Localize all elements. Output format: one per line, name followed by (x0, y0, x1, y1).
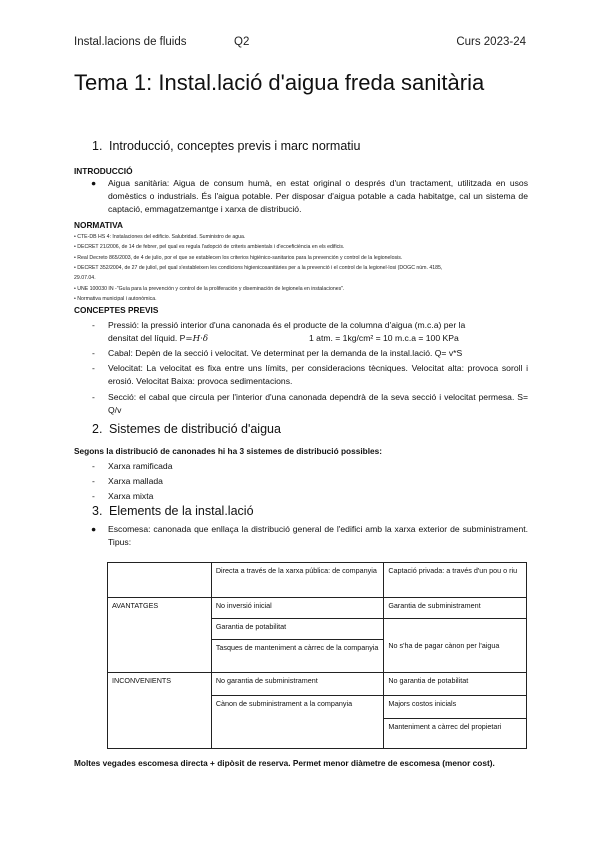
dash-icon: - (92, 392, 95, 402)
section-3-number: 3. (92, 504, 103, 518)
section-2-intro: Segons la distribució de canonades hi ha 3 sistemes de distribució possibles: (74, 446, 382, 456)
dash-icon: - (92, 476, 95, 486)
distribution-item: Xarxa mallada (108, 476, 163, 486)
escomesa-text: Escomesa: canonada que enllaça la distribució general de l'edifici amb la xarxa exterior de subministrament. Tipus: (108, 524, 528, 547)
norm-item: • UNE 100030 IN -"Guía para la prevención y control de la proliferación y diseminación de legionela en instalaciones". (74, 285, 345, 292)
concept-seccio: Secció: el cabal que circula per l'interior d'una canonada dependrà de la seva secció i velocitat permesa. S= Q/v (108, 392, 528, 415)
norm-item: • Real Decreto 865/2003, de 4 de julio, por el que se establecen los criterios higiénico-sanitarios para la prevención y control de la legionelosis. (74, 254, 403, 261)
concept-pressio (108, 319, 528, 345)
norm-item: • Normativa municipal i autonòmica. (74, 295, 157, 302)
section-2-number: 2. (92, 422, 103, 436)
concept-pressio-line2: densitat del líquid. P (108, 333, 186, 343)
pressure-formula: =H·δ (185, 334, 209, 344)
section-1-title: Introducció, conceptes previs i marc normatiu (109, 139, 361, 153)
table-cell: Tasques de manteniment a càrrec de la companyia (211, 640, 384, 673)
table-cell: No garantia de potabilitat (384, 673, 527, 696)
table-row (108, 673, 527, 696)
header-year: Curs 2023-24 (456, 36, 526, 48)
conceptes-heading: CONCEPTES PREVIS (74, 305, 159, 315)
table-cell: No s'ha de pagar cànon per l'aigua (384, 619, 527, 673)
intro-heading: INTRODUCCIÓ (74, 166, 133, 176)
table-row (108, 598, 527, 619)
table-header-directa: Directa a través de la xarxa pública: de companyia (211, 563, 384, 598)
dash-icon: - (92, 348, 95, 358)
normativa-heading: NORMATIVA (74, 220, 124, 230)
footer-note: Moltes vegades escomesa directa + dipòsit de reserva. Permet menor diàmetre de escomesa (menor cost). (74, 758, 495, 768)
norm-item: 29.07.04. (74, 275, 96, 282)
norm-item: • CTE-DB HS 4: Instalaciones del edificio. Salubridad. Suministro de agua. (74, 234, 246, 240)
distribution-item: Xarxa mixta (108, 491, 154, 501)
header-course: Instal.lacions de fluids (74, 36, 187, 48)
concept-velocitat: Velocitat: La velocitat es fixa entre uns límits, per consideracions tècniques. Velocitat alta: provoca soroll i erosió. Velocitat Baixa: provoca sedimentacions. (108, 363, 528, 386)
section-3-title: Elements de la instal.lació (109, 504, 254, 518)
table-header-privada: Captació privada: a través d'un pou o riu (384, 563, 527, 598)
table-cell: Cànon de subministrament a la companyia (211, 696, 384, 749)
bullet-icon: ● (91, 524, 97, 534)
dash-icon: - (92, 363, 95, 373)
section-3-heading (92, 504, 254, 518)
norm-item: • DECRET 352/2004, de 27 de juliol, pel qual s'estableixen les condicions higienicosanitàries per a la prevenció i el control de la legionel·losi (DOGC núm. 4185, (74, 264, 443, 271)
page-header (74, 36, 526, 50)
section-2-title: Sistemes de distribució d'aigua (109, 422, 281, 436)
table-cell: No inversió inicial (211, 598, 384, 619)
table-row-label-inconvenients: INCONVENIENTS (108, 673, 212, 749)
unit-conversion: 1 atm. = 1kg/cm² = 10 m.c.a = 100 KPa (309, 333, 459, 343)
distribution-item: Xarxa ramificada (108, 461, 173, 471)
dash-icon: - (92, 320, 95, 330)
table-cell: No garantia de subministrament (211, 673, 384, 696)
table-cell-empty (108, 563, 212, 598)
table-cell: Manteniment a càrrec del propietari (384, 719, 527, 749)
table-row-label-avantatges: AVANTATGES (108, 598, 212, 673)
norm-item: • DECRET 21/2006, de 14 de febrer, pel qual es regula l'adopció de criteris ambientals i d'ecoeficiència en els edificis. (74, 244, 345, 251)
section-1-heading (92, 139, 361, 153)
intro-bullet-text: Aigua sanitària: Aigua de consum humà, en estat original o després d'un tractament, utilitzada en usos domèstics o industrials. És l'aigua potable. Per disposar d'aigua potable a cada habitatge, cal un sistema de captació, emmagatzemantge i xarxa de distribució. (108, 178, 528, 214)
table-row (108, 563, 527, 598)
concept-pressio-line1: Pressió: la pressió interior d'una canonada és el producte de la columna d'aigua (m.c.a) per la (108, 320, 466, 330)
bullet-icon: ● (91, 178, 97, 188)
escomesa-table (107, 562, 527, 749)
dash-icon: - (92, 491, 95, 501)
table-cell: Majors costos inicials (384, 696, 527, 719)
concept-cabal: Cabal: Depèn de la secció i velocitat. Ve determinat per la demanda de la instal.lació. Q= v*S (108, 348, 463, 358)
table-cell: Garantia de subministrament (384, 598, 527, 619)
dash-icon: - (92, 461, 95, 471)
table-cell: Garantia de potabilitat (211, 619, 384, 640)
section-1-number: 1. (92, 139, 103, 153)
section-2-heading (92, 422, 281, 436)
header-quarter: Q2 (234, 36, 250, 48)
page-title: Tema 1: Instal.lació d'aigua freda sanitària (74, 70, 485, 95)
